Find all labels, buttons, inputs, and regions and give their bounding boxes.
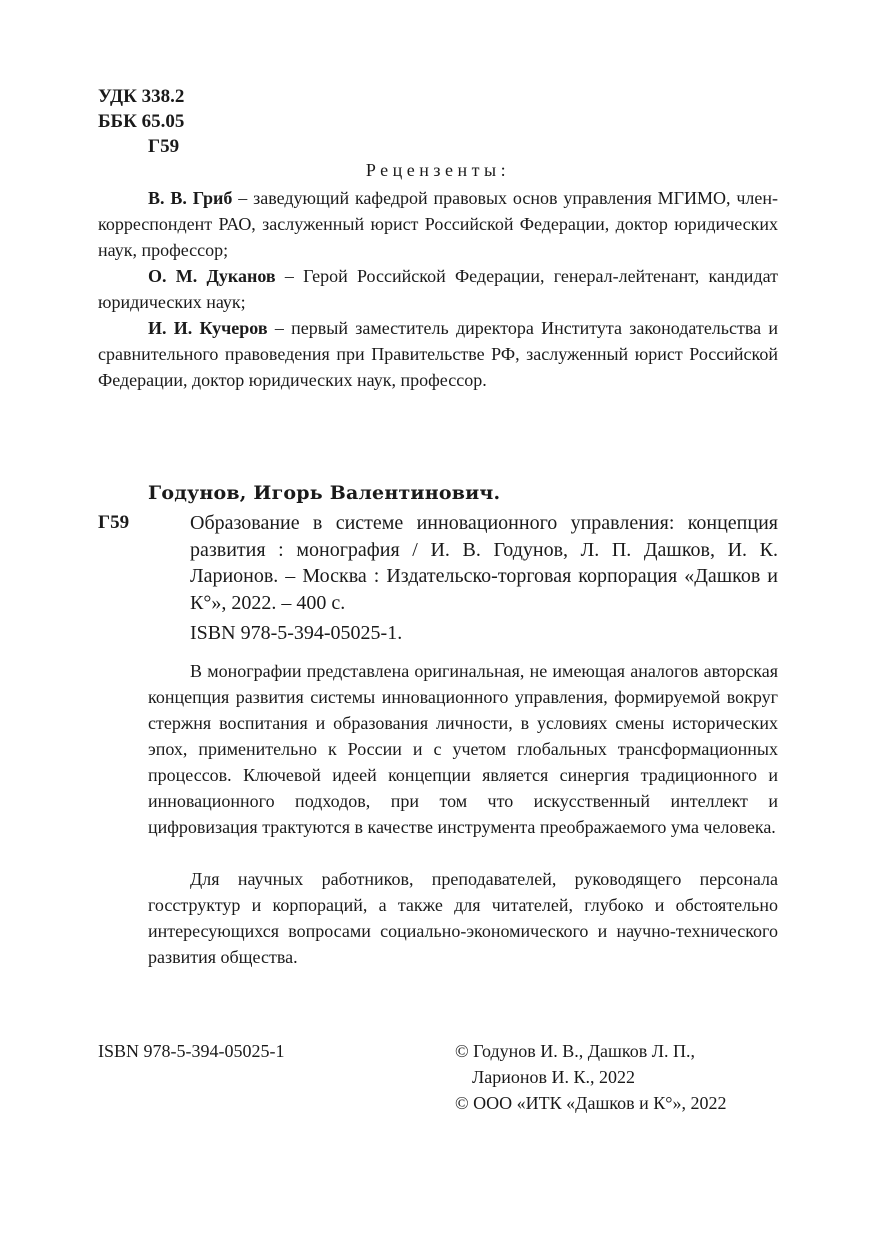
reviewer-2	[98, 263, 778, 315]
reviewer-1-name: В. В. Гриб	[148, 188, 233, 208]
reviewer-3-name: И. И. Кучеров	[148, 318, 268, 338]
annotation-paragraph-2	[148, 866, 778, 970]
reviewers-heading: Рецензенты:	[365, 160, 511, 180]
author-sign-code: Г59	[148, 136, 180, 157]
udk-code: УДК 338.2	[98, 86, 185, 107]
annotation-text-1: В монографии представлена оригинальная, не имеющая аналогов авторская концепция развития системы инновационного управления, формируемой вокруг стержня воспитания и образования личности, в условиях смены исторических эпох, применительно к России и с учетом глобальных трансформационных процессов. Ключевой идеей концепции является синергия традиционного и инновационного подходов, при том что искусственный интеллект и цифровизация трактуются в качестве инструмента преображаемого ума человека.	[148, 661, 778, 837]
catalog-author: Годунов, Игорь Валентинович.	[148, 482, 501, 504]
reviewer-1-text: – заведующий кафедрой правовых основ управления МГИМО, член-корреспондент РАО, заслуженный юрист Российской Федерации, доктор юридических наук, профессор;	[98, 188, 778, 260]
footer-isbn: ISBN 978-5-394-05025-1	[98, 1041, 285, 1061]
copyright-publisher: © ООО «ИТК «Дашков и К°», 2022	[455, 1093, 727, 1113]
reviewer-2-name: О. М. Дуканов	[148, 266, 276, 286]
catalog-description: Образование в системе инновационного управления: концепция развития : монография / И. В. Годунов, Л. П. Дашков, И. К. Ларионов. – Москва : Издательско-торговая корпорация «Дашков и К°», 2022. – 400 с.	[190, 512, 778, 614]
reviewer-3	[98, 315, 778, 393]
catalog-isbn: ISBN 978-5-394-05025-1.	[190, 622, 403, 644]
bbk-code: ББК 65.05	[98, 111, 185, 132]
catalog-code: Г59	[98, 512, 130, 533]
reviewer-2-text: – Герой Российской Федерации, генерал-лейтенант, кандидат юридических наук;	[98, 266, 778, 312]
annotation-text-2: Для научных работников, преподавателей, руководящего персонала госструктур и корпораций, а также для читателей, глубоко и обстоятельно интересующихся вопросами социально-экономического и научно-технического развития общества.	[148, 869, 778, 967]
annotation-paragraph-1	[148, 658, 778, 840]
copyright-authors-line1: © Годунов И. В., Дашков Л. П.,	[455, 1041, 695, 1061]
reviewer-1	[98, 185, 778, 263]
copyright-authors-line2: Ларионов И. К., 2022	[472, 1067, 635, 1087]
reviewer-3-text: – первый заместитель директора Института законодательства и сравнительного правоведения при Правительстве РФ, заслуженный юрист Российской Федерации, доктор юридических наук, профессор.	[98, 318, 779, 390]
